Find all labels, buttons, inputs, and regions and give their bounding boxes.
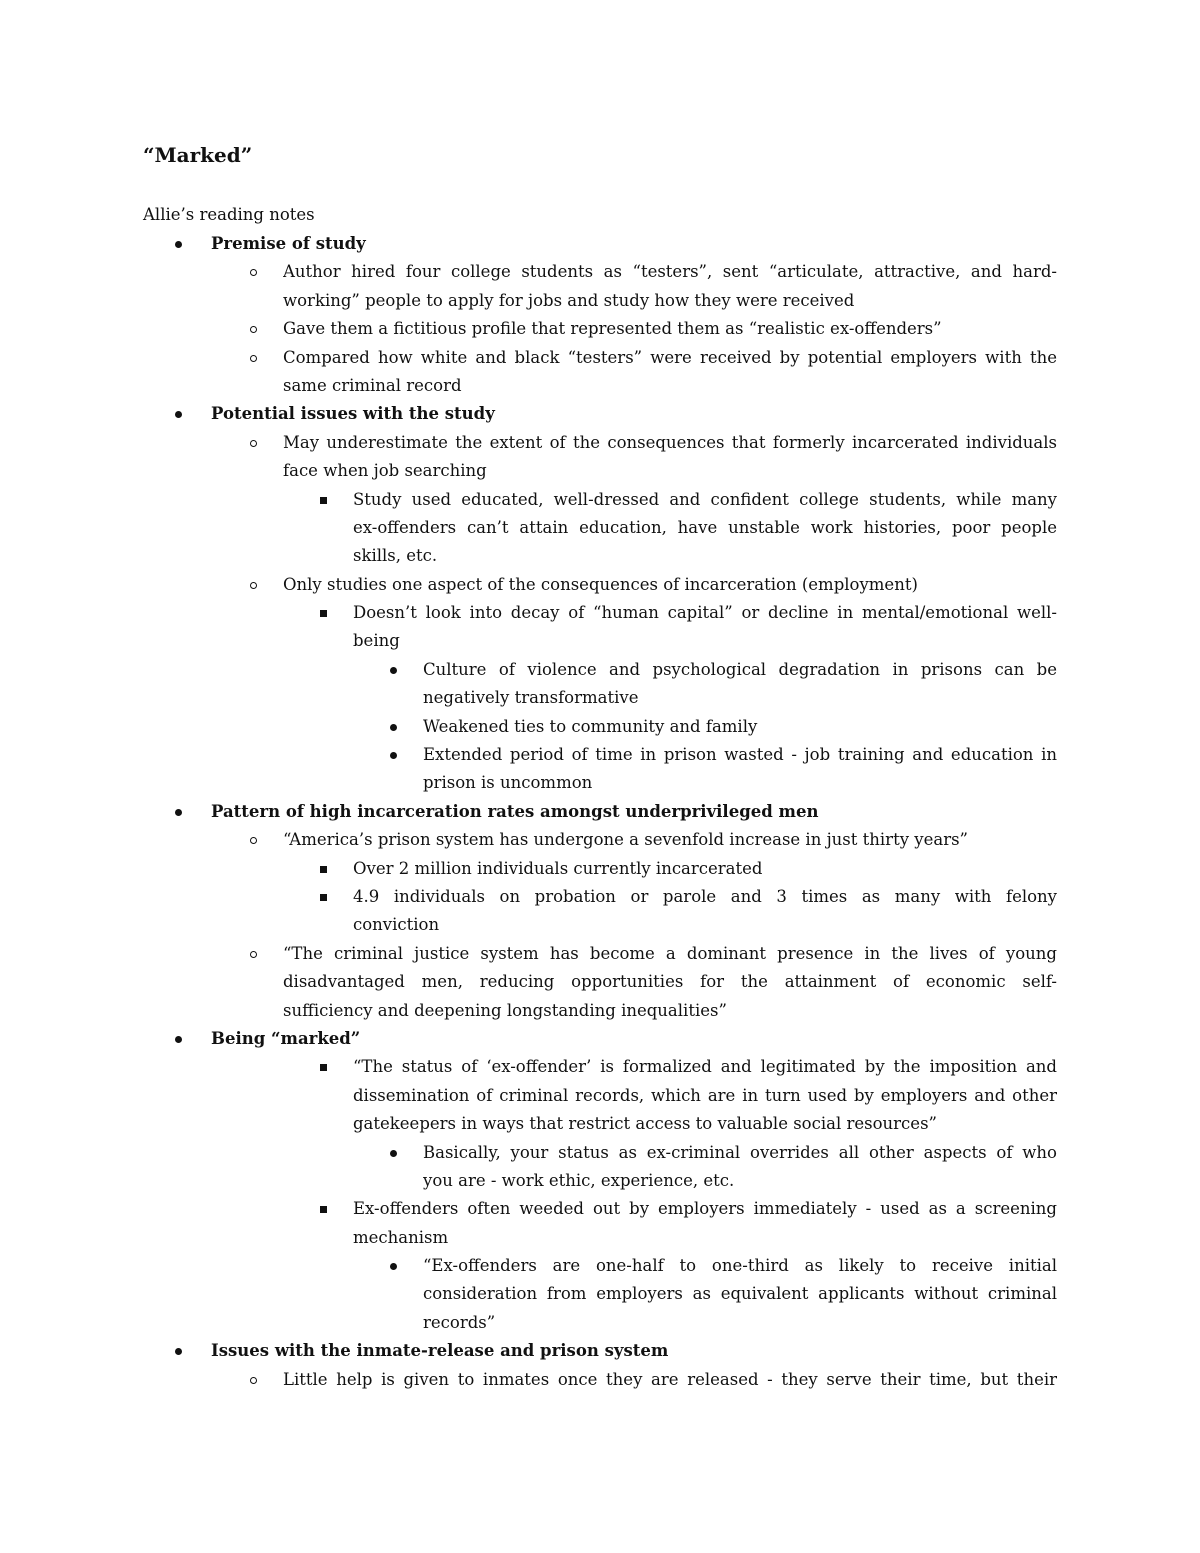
- note-text: disadvantaged men, reducing opportunities for the attainment of economic self-: [283, 972, 1057, 992]
- note-text: gatekeepers in ways that restrict access to valuable social resources”: [353, 1114, 937, 1134]
- note-line: [0, 457, 1200, 485]
- note-line: [0, 940, 1200, 968]
- note-line: [0, 258, 1200, 286]
- note-line: [0, 542, 1200, 570]
- bullet-disc-icon: [383, 741, 403, 769]
- section-heading: Potential issues with the study: [211, 404, 495, 424]
- section-heading: Being “marked”: [211, 1028, 361, 1048]
- note-text: Compared how white and black “testers” were received by potential employers with the: [283, 347, 1057, 367]
- note-text: “The status of ‘ex-offender’ is formalized and legitimated by the imposition and: [353, 1057, 1057, 1077]
- note-line: [0, 1366, 1200, 1394]
- note-line: [0, 1053, 1200, 1081]
- section-heading: Premise of study: [211, 234, 366, 253]
- note-line: [0, 1224, 1200, 1252]
- note-line: [0, 230, 1200, 258]
- note-line: [0, 1082, 1200, 1110]
- bullet-square-icon: [313, 486, 333, 514]
- bullet-square-icon: [313, 855, 333, 883]
- bullet-circle-icon: [243, 571, 263, 599]
- bullet-circle-icon: [243, 344, 263, 372]
- note-line: [0, 315, 1200, 343]
- note-line: [0, 571, 1200, 599]
- bullet-disc-icon: [383, 656, 403, 684]
- note-line: [0, 968, 1200, 996]
- note-text: mechanism: [353, 1227, 449, 1247]
- notes-list: [0, 230, 1200, 1394]
- note-line: [0, 997, 1200, 1025]
- bullet-square-icon: [313, 1195, 333, 1223]
- note-line: [0, 656, 1200, 684]
- note-line: [0, 1195, 1200, 1223]
- note-text: “The criminal justice system has become a dominant presence in the lives of young: [283, 943, 1057, 963]
- note-text: consideration from employers as equivalent applicants without criminal: [423, 1284, 1057, 1304]
- note-line: [0, 1110, 1200, 1138]
- note-text: Over 2 million individuals currently incarcerated: [353, 858, 763, 878]
- bullet-disc-icon: [168, 1337, 188, 1365]
- bullet-circle-icon: [243, 826, 263, 854]
- bullet-square-icon: [313, 599, 333, 627]
- bullet-disc-icon: [383, 1139, 403, 1167]
- bullet-disc-icon: [168, 1025, 188, 1053]
- note-text: Doesn’t look into decay of “human capital” or decline in mental/emotional well-: [353, 603, 1057, 623]
- note-text: conviction: [353, 915, 440, 935]
- note-line: [0, 713, 1200, 741]
- note-line: [0, 599, 1200, 627]
- note-text: Weakened ties to community and family: [423, 716, 758, 736]
- document-subtitle: Allie’s reading notes: [143, 205, 315, 224]
- note-line: [0, 1309, 1200, 1337]
- note-text: May underestimate the extent of the consequences that formerly incarcerated individuals: [283, 432, 1057, 452]
- note-line: [0, 911, 1200, 939]
- note-line: [0, 883, 1200, 911]
- note-line: [0, 1280, 1200, 1308]
- note-text: negatively transformative: [423, 688, 639, 708]
- note-text: skills, etc.: [353, 546, 438, 566]
- note-line: [0, 1167, 1200, 1195]
- bullet-circle-icon: [243, 315, 263, 343]
- note-line: [0, 826, 1200, 854]
- note-line: [0, 287, 1200, 315]
- note-text: ex-offenders can’t attain education, have unstable work histories, poor people: [353, 517, 1057, 537]
- note-text: you are - work ethic, experience, etc.: [423, 1170, 735, 1190]
- note-text: dissemination of criminal records, which are in turn used by employers and other: [353, 1085, 1057, 1105]
- bullet-circle-icon: [243, 429, 263, 457]
- note-line: [0, 344, 1200, 372]
- note-line: [0, 372, 1200, 400]
- note-line: [0, 684, 1200, 712]
- note-text: Gave them a fictitious profile that represented them as “realistic ex-offenders”: [283, 319, 942, 339]
- note-text: same criminal record: [283, 375, 462, 395]
- note-line: [0, 627, 1200, 655]
- bullet-square-icon: [313, 883, 333, 911]
- note-text: Author hired four college students as “testers”, sent “articulate, attractive, and hard-: [283, 262, 1057, 282]
- note-text: being: [353, 631, 400, 651]
- note-text: face when job searching: [283, 461, 487, 481]
- document-title: “Marked”: [143, 143, 253, 167]
- note-text: Extended period of time in prison wasted - job training and education in: [423, 745, 1057, 765]
- note-text: 4.9 individuals on probation or parole and 3 times as many with felony: [353, 886, 1057, 906]
- bullet-disc-icon: [383, 713, 403, 741]
- note-line: [0, 798, 1200, 826]
- bullet-disc-icon: [168, 798, 188, 826]
- bullet-circle-icon: [243, 1366, 263, 1394]
- note-text: Study used educated, well-dressed and confident college students, while many: [353, 489, 1057, 509]
- note-text: Only studies one aspect of the consequences of incarceration (employment): [283, 574, 918, 594]
- bullet-disc-icon: [383, 1252, 403, 1280]
- note-line: [0, 400, 1200, 428]
- note-text: Culture of violence and psychological degradation in prisons can be: [423, 659, 1057, 679]
- section-heading: Pattern of high incarceration rates amongst underprivileged men: [211, 801, 819, 821]
- note-text: Basically, your status as ex-criminal overrides all other aspects of who: [423, 1142, 1057, 1162]
- section-heading: Issues with the inmate-release and prison system: [211, 1341, 669, 1361]
- note-line: [0, 486, 1200, 514]
- bullet-circle-icon: [243, 258, 263, 286]
- bullet-square-icon: [313, 1053, 333, 1081]
- note-text: “Ex-offenders are one-half to one-third as likely to receive initial: [423, 1256, 1057, 1276]
- note-text: Ex-offenders often weeded out by employers immediately - used as a screening: [353, 1199, 1057, 1219]
- note-line: [0, 1025, 1200, 1053]
- note-line: [0, 769, 1200, 797]
- note-text: records”: [423, 1312, 496, 1332]
- note-text: sufficiency and deepening longstanding inequalities”: [283, 1000, 727, 1020]
- bullet-disc-icon: [168, 230, 188, 258]
- note-text: Little help is given to inmates once they are released - they serve their time, but their: [283, 1369, 1057, 1389]
- note-text: prison is uncommon: [423, 773, 593, 793]
- note-line: [0, 855, 1200, 883]
- note-text: working” people to apply for jobs and study how they were received: [283, 290, 855, 310]
- note-line: [0, 1337, 1200, 1365]
- note-line: [0, 1252, 1200, 1280]
- bullet-disc-icon: [168, 400, 188, 428]
- note-line: [0, 429, 1200, 457]
- note-text: “America’s prison system has undergone a sevenfold increase in just thirty years”: [283, 830, 968, 850]
- note-line: [0, 1139, 1200, 1167]
- note-line: [0, 514, 1200, 542]
- note-line: [0, 741, 1200, 769]
- bullet-circle-icon: [243, 940, 263, 968]
